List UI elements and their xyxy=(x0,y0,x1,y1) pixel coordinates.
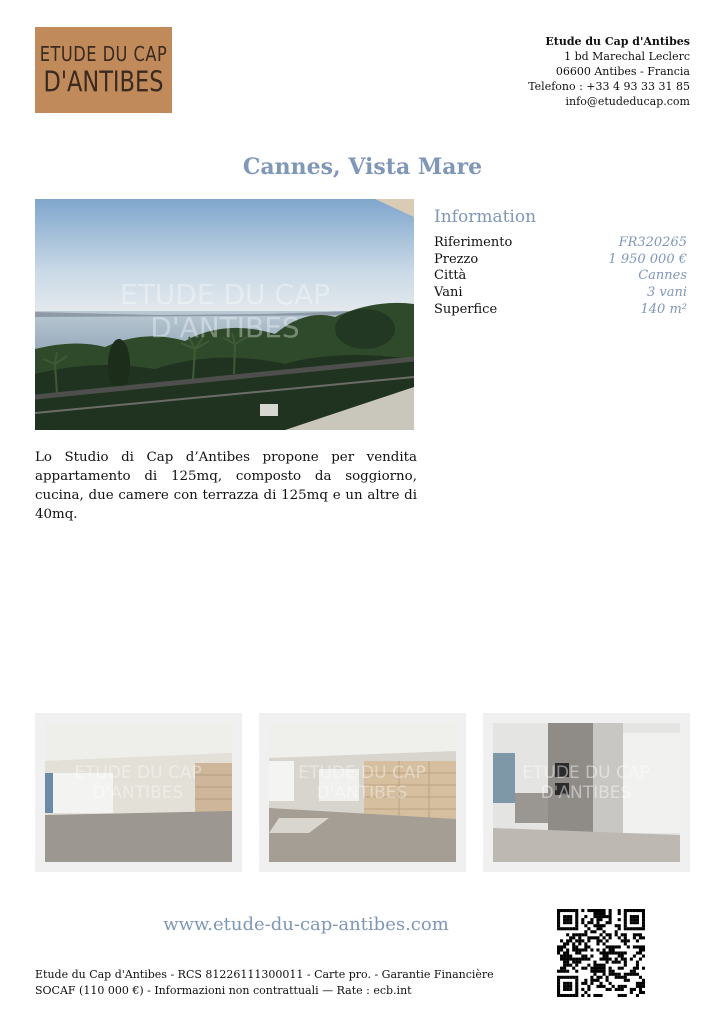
info-value: 140 m² xyxy=(640,301,687,317)
qr-code[interactable] xyxy=(557,909,645,997)
page-title: Cannes, Vista Mare xyxy=(242,154,483,180)
thumbnail-image xyxy=(45,723,232,862)
thumbnail-watermark-line-2: D'ANTIBES xyxy=(540,783,632,803)
info-row-reference xyxy=(434,235,687,252)
website-link[interactable]: www.etude-du-cap-antibes.com xyxy=(163,914,449,935)
info-value: 1 950 000 € xyxy=(608,251,687,267)
info-row-surface xyxy=(434,302,687,319)
thumbnail-watermark-line-2: D'ANTIBES xyxy=(92,783,184,803)
thumbnail-kitchen[interactable] xyxy=(483,713,690,872)
legal-footer: Etude du Cap d'Antibes - RCS 81226111300011 - Carte pro. - Garantie Financière SOCAF (110 000 €) - Informazioni non contrattuali — Rate : ecb.int xyxy=(35,968,494,997)
thumbnail-shelving[interactable] xyxy=(259,713,466,872)
agency-name: Etude du Cap d'Antibes xyxy=(545,35,690,48)
thumbnail-watermark-line-1: ETUDE DU CAP xyxy=(522,763,650,783)
info-value: 3 vani xyxy=(646,285,687,301)
photo-watermark-line-2: D'ANTIBES xyxy=(150,311,300,344)
info-label: Superfice xyxy=(434,301,498,317)
agency-address: 1 bd Marechal Leclerc xyxy=(564,50,690,63)
thumbnail-watermark-line-1: ETUDE DU CAP xyxy=(74,763,202,783)
main-property-photo xyxy=(35,199,414,430)
logo-line-1: ETUDE DU CAP xyxy=(39,42,168,67)
info-label: Città xyxy=(434,268,467,284)
photo-watermark-line-1: ETUDE DU CAP xyxy=(120,278,330,311)
information-heading: Information xyxy=(434,207,537,227)
agency-city: 06600 Antibes - Francia xyxy=(555,65,690,78)
thumbnail-watermark-line-1: ETUDE DU CAP xyxy=(298,763,426,783)
info-value: Cannes xyxy=(638,268,687,284)
info-label: Prezzo xyxy=(434,251,479,267)
information-table xyxy=(434,235,687,319)
agency-email[interactable]: info@etudeducap.com xyxy=(565,95,690,108)
info-row-rooms xyxy=(434,285,687,302)
info-label: Vani xyxy=(434,285,463,301)
info-value: FR320265 xyxy=(618,235,687,250)
thumbnail-watermark-line-2: D'ANTIBES xyxy=(316,783,408,803)
agency-contact xyxy=(528,34,690,109)
thumbnail-living-room[interactable] xyxy=(35,713,242,872)
thumbnail-image xyxy=(269,723,456,862)
info-row-city xyxy=(434,268,687,285)
agency-phone: Telefono : +33 4 93 33 31 85 xyxy=(528,80,690,93)
info-label: Riferimento xyxy=(434,235,513,250)
thumbnail-image xyxy=(493,723,680,862)
property-description: Lo Studio di Cap d’Antibes propone per vendita appartamento di 125mq, composto da soggiorno, cucina, due camere con terrazza di 125mq e un altre di 40mq. xyxy=(35,450,417,522)
logo-line-2: D'ANTIBES xyxy=(43,64,164,99)
info-row-price xyxy=(434,252,687,269)
agency-logo xyxy=(35,27,172,113)
